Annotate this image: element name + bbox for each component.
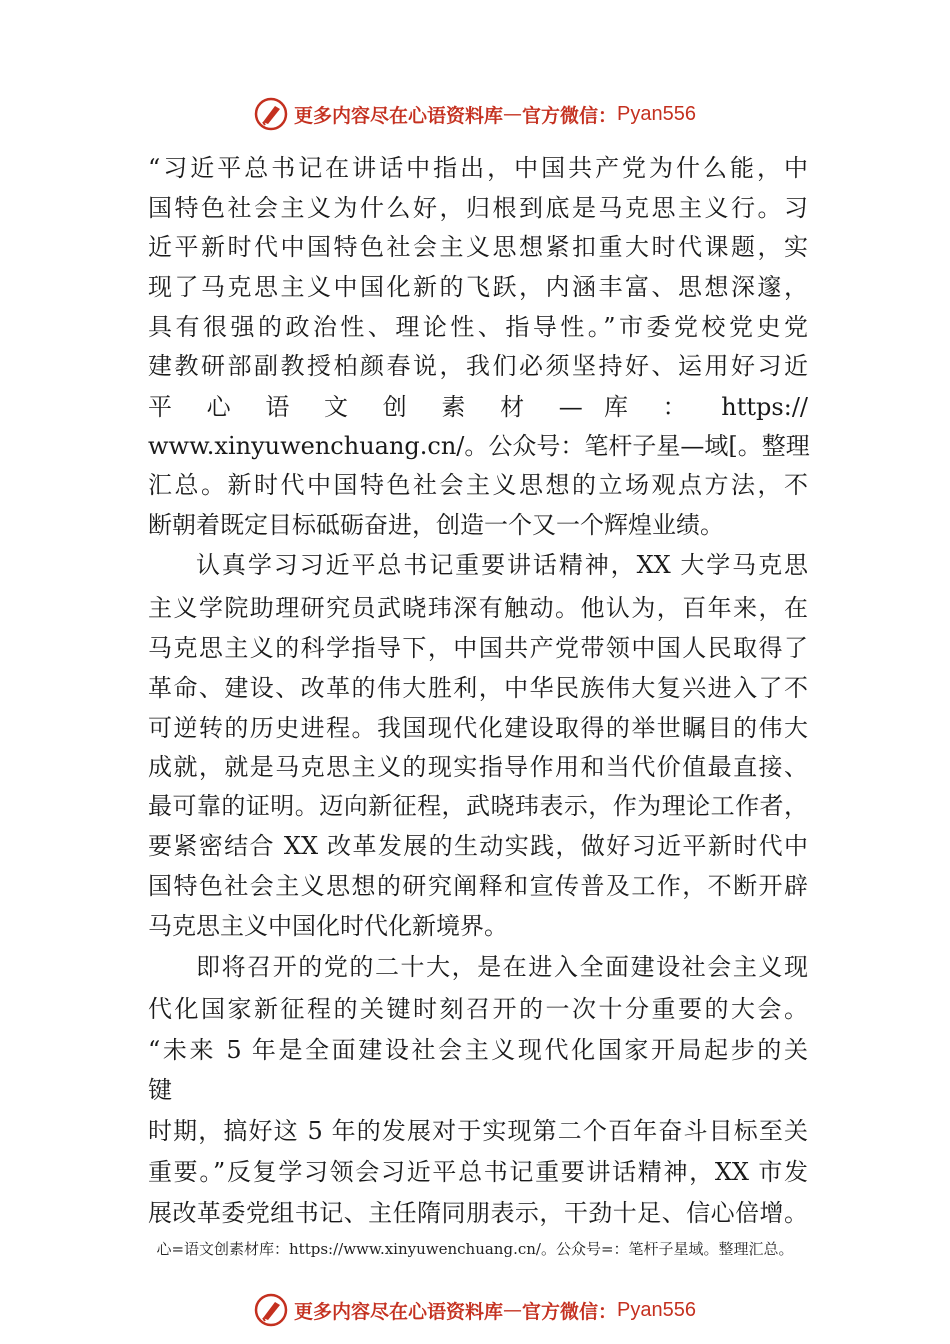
text-line: 建教研部副教授柏颜春说，我们必须坚持好、运用好习近 [148, 352, 808, 380]
text-line: 展改革委党组书记、主任隋同朋表示，干劲十足、信心倍增。 [148, 1199, 808, 1227]
text-line: 马克思主义的科学指导下，中国共产党带领中国人民取得了 [148, 634, 808, 662]
text-line: 马克思主义中国化时代化新境界。 [148, 912, 508, 940]
text-line: 具有很强的政治性、理论性、指导性。”市委党校党史党 [148, 313, 808, 341]
text-line: 成就，就是马克思主义的现实指导作用和当代价值最直接、 [148, 753, 808, 781]
text-line: 时期，搞好这 5 年的发展对于实现第二个百年奋斗目标至关 [148, 1117, 808, 1145]
pen-nib-logo-icon [254, 97, 288, 131]
banner-wechat-id: Pyan556 [617, 102, 696, 125]
text-line: 近平新时代中国特色社会主义思想紧扣重大时代课题，实 [148, 233, 808, 261]
pen-nib-logo-icon [254, 1293, 288, 1327]
banner-main-text: 更多内容尽在心语资料库 [294, 104, 504, 127]
text-line: 国特色社会主义为什么好，归根到底是马克思主义行。习 [148, 194, 808, 222]
text-line: 现了马克思主义中国化新的飞跃，内涵丰富、思想深邃， [148, 273, 808, 301]
text-line: 可逆转的历史进程。我国现代化建设取得的举世瞩目的伟大 [148, 714, 808, 742]
text-line: www.xinyuwenchuang.cn/。公众号：笔杆子星—域[。整理 [148, 432, 810, 460]
paragraph-start: 认真学习习近平总书记重要讲话精神，XX 大学马克思 [196, 551, 808, 579]
text-line: 最可靠的证明。迈向新征程，武晓玮表示，作为理论工作者， [148, 792, 808, 820]
text-line: 键 [148, 1076, 172, 1104]
text-line: “习近平总书记在讲话中指出，中国共产党为什么能，中 [148, 154, 808, 182]
banner-wechat-label: 官方微信： [522, 104, 618, 127]
text-line: 汇总。新时代中国特色社会主义思想的立场观点方法，不 [148, 471, 808, 499]
footer-note: 心=语文创素材库：https://www.xinyuwenchuang.cn/。公众号=：笔杆子星域。整理汇总。 [156, 1240, 794, 1258]
header-banner [0, 92, 950, 136]
banner-wechat-label: 官方微信： [522, 1300, 618, 1323]
paragraph-start: 即将召开的党的二十大，是在进入全面建设社会主义现 [196, 953, 808, 981]
text-line: 主义学院助理研究员武晓玮深有触动。他认为，百年来，在 [148, 594, 808, 622]
text-line: 重要。”反复学习领会习近平总书记重要讲话精神，XX 市发 [148, 1158, 808, 1186]
text-line-link: 平 心 语 文 创 素 材 — 库 ： https:// [148, 393, 808, 421]
banner-dash: — [503, 1299, 523, 1321]
footer-banner [0, 1288, 950, 1332]
banner-main-text: 更多内容尽在心语资料库 [294, 1300, 504, 1323]
text-line: 断朝着既定目标砥砺奋进，创造一个又一个辉煌业绩。 [148, 511, 724, 539]
banner-dash: — [503, 103, 523, 125]
text-line: 代化国家新征程的关键时刻召开的一次十分重要的大会。 [148, 995, 808, 1023]
text-line: 国特色社会主义思想的研究阐释和宣传普及工作，不断开辟 [148, 872, 808, 900]
text-line: 革命、建设、改革的伟大胜利，中华民族伟大复兴进入了不 [148, 674, 808, 702]
text-line: “未来 5 年是全面建设社会主义现代化国家开局起步的关 [148, 1036, 808, 1064]
text-line: 要紧密结合 XX 改革发展的生动实践，做好习近平新时代中 [148, 832, 808, 860]
banner-wechat-id: Pyan556 [617, 1298, 696, 1321]
